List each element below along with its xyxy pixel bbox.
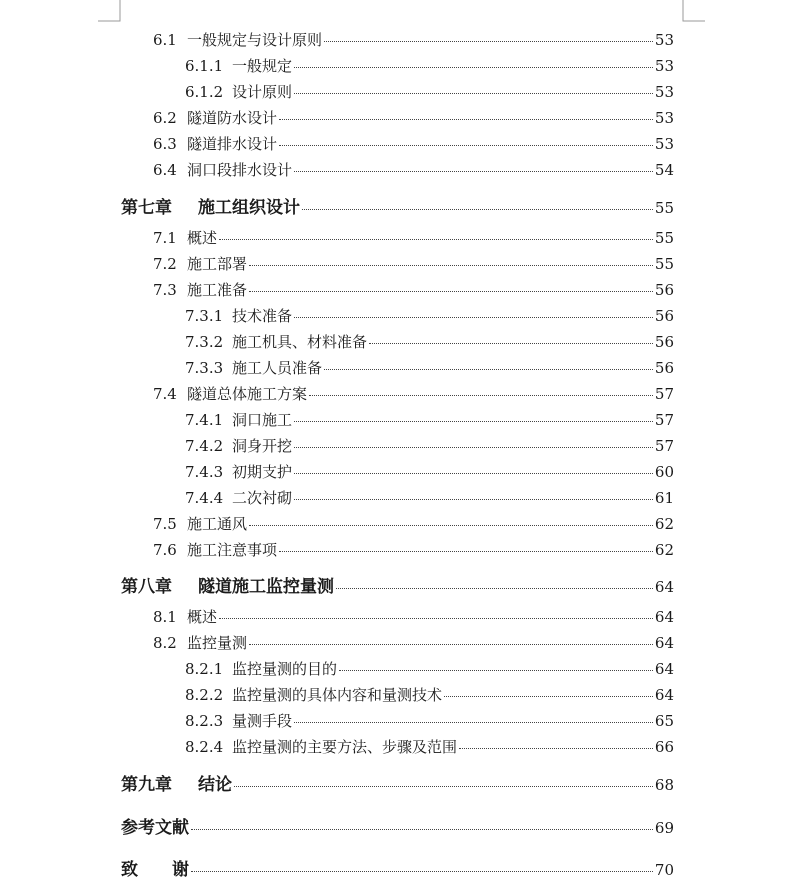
toc-entry-title: 隧道防水设计 — [187, 109, 278, 127]
toc-entry-page-number: 57 — [654, 437, 674, 455]
dot-leader — [294, 447, 653, 448]
toc-entry-title: 量测手段 — [232, 712, 293, 730]
toc-entry-page-number: 62 — [654, 515, 674, 533]
dot-leader — [294, 722, 653, 723]
toc-entry-title: 隧道排水设计 — [187, 135, 278, 153]
dot-leader — [294, 499, 653, 500]
toc-entry[interactable] — [0, 227, 674, 248]
toc-chapter-entry[interactable] — [0, 813, 674, 838]
toc-entry[interactable] — [0, 736, 674, 757]
toc-entry-page-number: 64 — [654, 686, 674, 704]
toc-entry[interactable] — [0, 710, 674, 731]
toc-entry-title: 初期支护 — [232, 463, 293, 481]
dot-leader — [324, 369, 653, 370]
toc-entry-page-number: 56 — [654, 307, 674, 325]
toc-entry[interactable] — [0, 29, 674, 50]
toc-entry-title: 洞身开挖 — [232, 437, 293, 455]
toc-entry[interactable] — [0, 409, 674, 430]
toc-entry-number: 7.3.1 — [185, 307, 224, 325]
toc-entry-page-number: 53 — [654, 135, 674, 153]
toc-entry-number: 第九章 — [121, 775, 172, 795]
dot-leader — [444, 696, 653, 697]
toc-entry-page-number: 62 — [654, 541, 674, 559]
dot-leader — [234, 786, 653, 787]
toc-entry-page-number: 68 — [654, 776, 674, 794]
toc-entry[interactable] — [0, 435, 674, 456]
toc-entry-page-number: 53 — [654, 57, 674, 75]
dot-leader — [249, 644, 653, 645]
dot-leader — [302, 209, 653, 210]
dot-leader — [249, 265, 653, 266]
toc-entry-number: 8.2.2 — [185, 686, 224, 704]
toc-entry-page-number: 64 — [654, 660, 674, 678]
toc-entry-number: 7.2 — [153, 255, 177, 273]
dot-leader — [336, 588, 653, 589]
toc-entry-number: 第七章 — [121, 198, 172, 218]
toc-entry-number: 7.4.2 — [185, 437, 224, 455]
toc-entry-number: 7.4 — [153, 385, 177, 403]
toc-entry[interactable] — [0, 305, 674, 326]
toc-entry-number: 7.3.2 — [185, 333, 224, 351]
toc-chapter-entry[interactable] — [0, 770, 674, 795]
toc-entry-page-number: 61 — [654, 489, 674, 507]
toc-entry-title: 致 谢 — [121, 860, 189, 880]
dot-leader — [191, 871, 653, 872]
dot-leader — [294, 67, 653, 68]
toc-chapter-entry[interactable] — [0, 193, 674, 218]
dot-leader — [279, 551, 653, 552]
toc-entry-page-number: 57 — [654, 411, 674, 429]
toc-entry-title: 概述 — [187, 608, 218, 626]
toc-entry-page-number: 54 — [654, 161, 674, 179]
toc-entry-page-number: 64 — [654, 634, 674, 652]
toc-entry-number: 7.3.3 — [185, 359, 224, 377]
toc-entry[interactable] — [0, 383, 674, 404]
dot-leader — [459, 748, 653, 749]
toc-entry[interactable] — [0, 331, 674, 352]
toc-entry-title: 结论 — [198, 775, 232, 795]
toc-entry-title: 施工机具、材料准备 — [232, 333, 368, 351]
toc-entry-title: 监控量测 — [187, 634, 248, 652]
dot-leader — [219, 239, 653, 240]
dot-leader — [249, 291, 653, 292]
dot-leader — [294, 421, 653, 422]
toc-entry[interactable] — [0, 133, 674, 154]
toc-entry-number: 8.2.4 — [185, 738, 224, 756]
toc-entry-title: 施工部署 — [187, 255, 248, 273]
toc-entry-title: 设计原则 — [232, 83, 293, 101]
toc-entry-title: 概述 — [187, 229, 218, 247]
toc-entry-page-number: 53 — [654, 31, 674, 49]
dot-leader — [339, 670, 653, 671]
toc-entry-title: 施工人员准备 — [232, 359, 323, 377]
toc-entry-title: 洞口段排水设计 — [187, 161, 293, 179]
toc-entry-title: 一般规定与设计原则 — [187, 31, 323, 49]
toc-entry-title: 一般规定 — [232, 57, 293, 75]
toc-chapter-entry[interactable] — [0, 572, 674, 597]
toc-entry-page-number: 60 — [654, 463, 674, 481]
dot-leader — [279, 119, 653, 120]
dot-leader — [249, 525, 653, 526]
toc-entry-title: 参考文献 — [121, 818, 189, 838]
toc-entry-number: 8.1 — [153, 608, 177, 626]
toc-entry-title: 监控量测的目的 — [232, 660, 338, 678]
toc-entry-number: 7.4.3 — [185, 463, 224, 481]
toc-entry-number: 7.6 — [153, 541, 177, 559]
toc-entry-title: 施工注意事项 — [187, 541, 278, 559]
toc-entry-page-number: 64 — [654, 578, 674, 596]
toc-entry-page-number: 53 — [654, 83, 674, 101]
toc-entry-number: 7.5 — [153, 515, 177, 533]
toc-entry-page-number: 57 — [654, 385, 674, 403]
toc-entry-title: 施工通风 — [187, 515, 248, 533]
toc-entry-page-number: 55 — [654, 199, 674, 217]
dot-leader — [294, 171, 653, 172]
toc-entry-title: 隧道总体施工方案 — [187, 385, 308, 403]
toc-entry[interactable] — [0, 632, 674, 653]
toc-entry[interactable] — [0, 684, 674, 705]
toc-entry[interactable] — [0, 539, 674, 560]
toc-entry-page-number: 55 — [654, 255, 674, 273]
toc-entry-page-number: 53 — [654, 109, 674, 127]
toc-entry-title: 二次衬砌 — [232, 489, 293, 507]
toc-entry-number: 6.1 — [153, 31, 177, 49]
toc-entry-number: 6.3 — [153, 135, 177, 153]
toc-entry-page-number: 64 — [654, 608, 674, 626]
toc-entry-title: 监控量测的主要方法、步骤及范围 — [232, 738, 458, 756]
toc-entry-number: 6.1.2 — [185, 83, 224, 101]
toc-entry-title: 施工组织设计 — [198, 198, 300, 218]
dot-leader — [219, 618, 653, 619]
toc-entry-page-number: 56 — [654, 359, 674, 377]
toc-entry-page-number: 55 — [654, 229, 674, 247]
toc-entry-title: 技术准备 — [232, 307, 293, 325]
toc-entry[interactable] — [0, 658, 674, 679]
toc-entry-title: 洞口施工 — [232, 411, 293, 429]
toc-entry-title: 监控量测的具体内容和量测技术 — [232, 686, 443, 704]
toc-entry[interactable] — [0, 159, 674, 180]
toc-entry[interactable] — [0, 487, 674, 508]
toc-chapter-entry[interactable] — [0, 855, 674, 880]
toc-entry-number: 8.2.1 — [185, 660, 224, 678]
dot-leader — [294, 93, 653, 94]
dot-leader — [309, 395, 653, 396]
toc-entry-page-number: 56 — [654, 281, 674, 299]
toc-entry[interactable] — [0, 513, 674, 534]
dot-leader — [294, 473, 653, 474]
toc-entry-page-number: 66 — [654, 738, 674, 756]
dot-leader — [369, 343, 653, 344]
toc-entry[interactable] — [0, 606, 674, 627]
toc-entry-number: 6.2 — [153, 109, 177, 127]
toc-entry-title: 隧道施工监控量测 — [198, 577, 334, 597]
toc-entry-number: 第八章 — [121, 577, 172, 597]
dot-leader — [279, 145, 653, 146]
dot-leader — [191, 829, 653, 830]
toc-entry-page-number: 56 — [654, 333, 674, 351]
dot-leader — [324, 41, 653, 42]
toc-entry-page-number: 65 — [654, 712, 674, 730]
toc-entry[interactable] — [0, 357, 674, 378]
toc-entry-page-number: 70 — [654, 861, 674, 879]
toc-entry-number: 7.4.4 — [185, 489, 224, 507]
toc-entry-number: 7.3 — [153, 281, 177, 299]
toc-entry-number: 6.4 — [153, 161, 177, 179]
toc-entry[interactable] — [0, 461, 674, 482]
toc-entry[interactable] — [0, 279, 674, 300]
toc-entry[interactable] — [0, 55, 674, 76]
toc-entry[interactable] — [0, 81, 674, 102]
toc-entry-number: 7.1 — [153, 229, 177, 247]
toc-entry-title: 施工准备 — [187, 281, 248, 299]
toc-entry[interactable] — [0, 253, 674, 274]
toc-entry-page-number: 69 — [654, 819, 674, 837]
toc-entry[interactable] — [0, 107, 674, 128]
toc-entry-number: 8.2.3 — [185, 712, 224, 730]
toc-entry-number: 8.2 — [153, 634, 177, 652]
dot-leader — [294, 317, 653, 318]
toc-entry-number: 7.4.1 — [185, 411, 224, 429]
toc-entry-number: 6.1.1 — [185, 57, 224, 75]
